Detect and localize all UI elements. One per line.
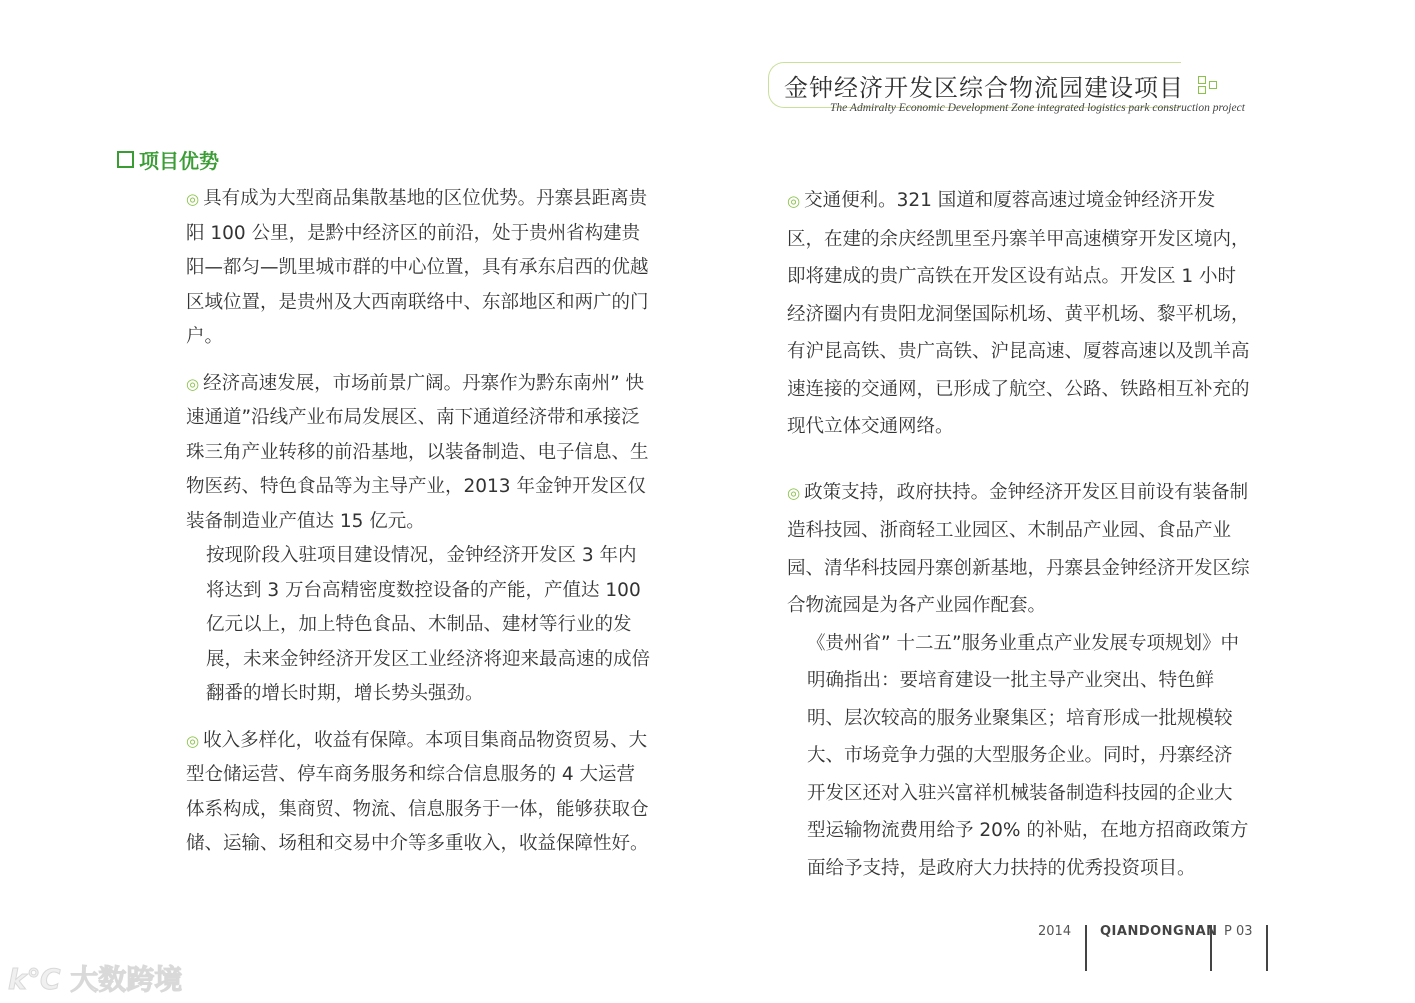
paragraph-text: 政策支持，政府扶持。金钟经济开发区目前设有装备制造科技园、浙商轻工业园区、木制品产业园、食品产业园、清华科技园丹寨创新基地，丹寨县金钟经济开发区综合物流园是为各产业园作配套。 xyxy=(787,481,1250,616)
squares-icon xyxy=(1198,76,1222,96)
page-number: P 03 xyxy=(1224,924,1253,939)
header-subtitle: The Admiralty Economic Development Zone integrated logistics park construction project xyxy=(830,102,1245,114)
right-column xyxy=(765,182,1250,887)
paragraph-economic-growth xyxy=(164,367,650,540)
paragraph-text: 交通便利。321 国道和厦蓉高速过境金钟经济开发区，在建的余庆经凯里至丹寨羊甲高速横穿开发区境内，即将建成的贵广高铁在开发区设有站点。开发区 1 小时经济圈内有贵阳龙洞堡国际机场、黄平机场、黎平机场，有沪昆高铁、贵广高铁、沪昆高速、厦蓉高速以及凯羊高速连接的交通网，已形成了航空、公路、铁路相互补充的现代立体交通网络。 xyxy=(787,190,1250,437)
bullet-icon: ◎ xyxy=(787,483,801,502)
section-title-text: 项目优势 xyxy=(139,149,219,173)
watermark-text: 大数跨境 xyxy=(70,963,183,996)
watermark-logo: k℃ xyxy=(8,963,61,996)
bullet-icon: ◎ xyxy=(787,192,801,210)
paragraph-transport xyxy=(765,182,1250,446)
footer-divider xyxy=(1085,925,1087,971)
bullet-icon: ◎ xyxy=(186,190,200,208)
left-column xyxy=(164,182,650,862)
paragraph-text: 具有成为大型商品集散基地的区位优势。丹寨县距离贵阳 100 公里，是黔中经济区的前沿，处于贵州省构建贵阳—都匀—凯里城市群的中心位置，具有承东启西的优越区域位置，是贵州及大西南联络中、东部地区和两广的门户。 xyxy=(186,188,649,347)
paragraph-plan: 《贵州省” 十二五”服务业重点产业发展专项规划》中明确指出：要培育建设一批主导产业突出、特色鲜明、层次较高的服务业聚集区；培育形成一批规模较大、市场竞争力强的大型服务企业。同时，丹寨经济开发区还对入驻兴富祥机械装备制造科技园的企业大型运输物流费用给予 20% 的补贴，在地方招商政策方面给予支持，是政府大力扶持的优秀投资项目。 xyxy=(807,632,1249,879)
footer-brand: QIANDONGNAN xyxy=(1100,924,1218,939)
section-title xyxy=(117,145,219,174)
footer-divider xyxy=(1266,925,1268,971)
paragraph-text: 收入多样化，收益有保障。本项目集商品物资贸易、大型仓储运营、停车商务服务和综合信息服务的 4 大运营体系构成，集商贸、物流、信息服务于一体，能够获取仓储、运输、场租和交易中介等多重收入，收益保障性好。 xyxy=(186,729,649,854)
watermark xyxy=(8,958,182,998)
paragraph-location-advantage xyxy=(164,182,650,355)
paragraph-policy xyxy=(765,474,1250,625)
paragraph-text: 经济高速发展，市场前景广阔。丹寨作为黔东南州” 快速通道”沿线产业布局发展区、南下通道经济带和承接泛珠三角产业转移的前沿基地，以装备制造、电子信息、生物医药、特色食品等为主导产业，2013 年金钟开发区仅装备制造业产值达 15 亿元。 xyxy=(186,372,649,532)
footer-year: 2014 xyxy=(1038,924,1072,939)
paragraph-income xyxy=(164,724,650,862)
paragraph-capacity: 按现阶段入驻项目建设情况，金钟经济开发区 3 年内将达到 3 万台高精密度数控设备的产能，产值达 100 亿元以上，加上特色食品、木制品、建材等行业的发展，未来金钟经济开发区工业经济将迎来最高速的成倍翻番的增长时期，增长势头强劲。 xyxy=(206,545,651,704)
header-title: 金钟经济开发区综合物流园建设项目 xyxy=(784,74,1184,102)
square-icon xyxy=(117,151,134,168)
bullet-icon: ◎ xyxy=(186,374,200,393)
bullet-icon: ◎ xyxy=(186,731,200,750)
